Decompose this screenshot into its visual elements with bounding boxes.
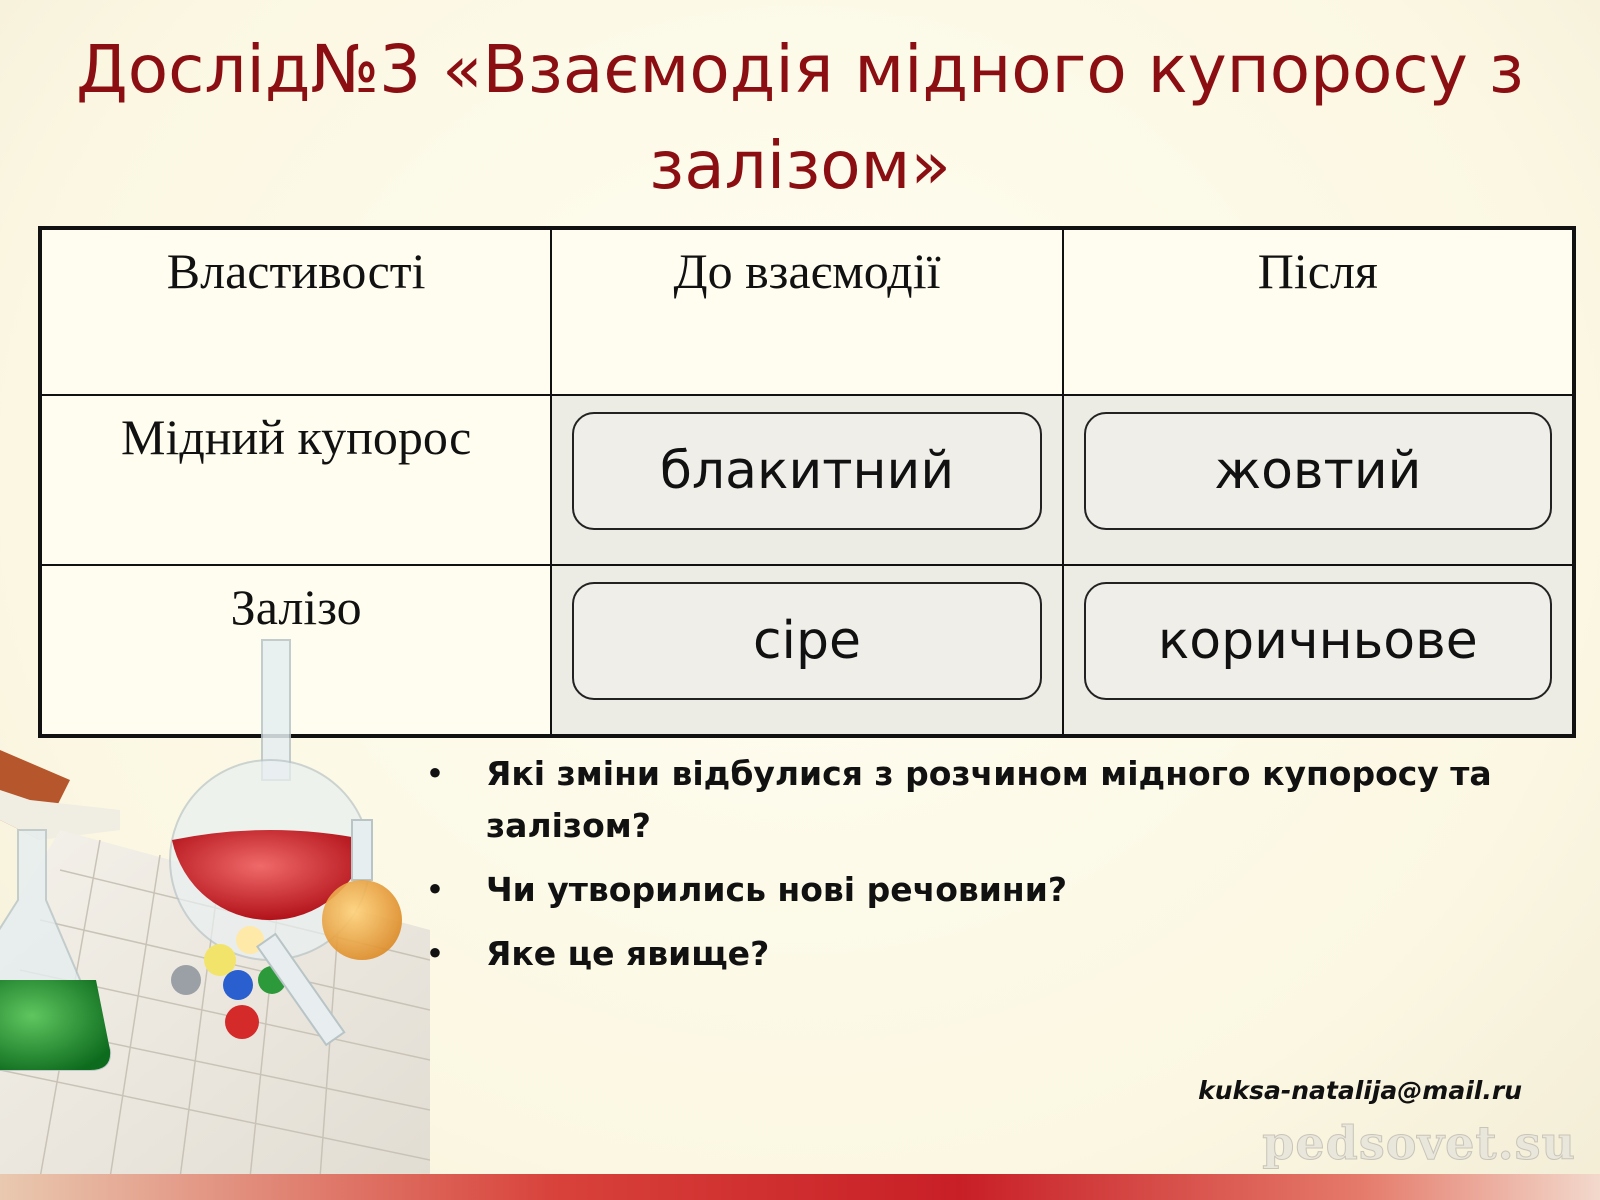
watermark-logo: pedsovet.su — [1262, 1116, 1576, 1170]
cell-iron-after — [1063, 565, 1574, 736]
cell-copper-sulfate-before — [551, 395, 1062, 565]
answer-box-copper-sulfate-after[interactable]: жовтий — [1084, 412, 1552, 530]
chemistry-flasks-periodic-table-illustration — [0, 630, 430, 1178]
bullet-icon: • — [425, 934, 445, 973]
header-after: Після — [1063, 228, 1574, 395]
list-item: • Які зміни відбулися з розчином мідного купоросу та залізом? — [420, 748, 1520, 852]
header-properties: Властивості — [40, 228, 551, 395]
table-header-row — [40, 228, 1574, 395]
author-email[interactable]: kuksa-natalija@mail.ru — [1198, 1076, 1522, 1105]
cell-iron-before — [551, 565, 1062, 736]
list-item: • Чи утворились нові речовини? — [420, 864, 1520, 916]
header-before-reaction: До взаємодії — [551, 228, 1062, 395]
slide-title: Дослід№3 «Взаємодія мідного купоросу з залізом» — [76, 31, 1524, 204]
list-item: • Яке це явище? — [420, 928, 1520, 980]
bottom-decorative-stripe — [0, 1174, 1600, 1200]
bullet-icon: • — [425, 754, 445, 793]
bullet-icon: • — [425, 870, 445, 909]
row-label-iron: Залізо — [40, 565, 551, 736]
table-row — [40, 395, 1574, 565]
answer-box-copper-sulfate-before[interactable]: блакитний — [572, 412, 1041, 530]
questions-list — [420, 748, 1520, 992]
answer-box-iron-before[interactable]: сіре — [572, 582, 1041, 700]
cell-copper-sulfate-after — [1063, 395, 1574, 565]
answer-box-iron-after[interactable]: коричньове — [1084, 582, 1552, 700]
row-label-copper-sulfate: Мідний купорос — [40, 395, 551, 565]
